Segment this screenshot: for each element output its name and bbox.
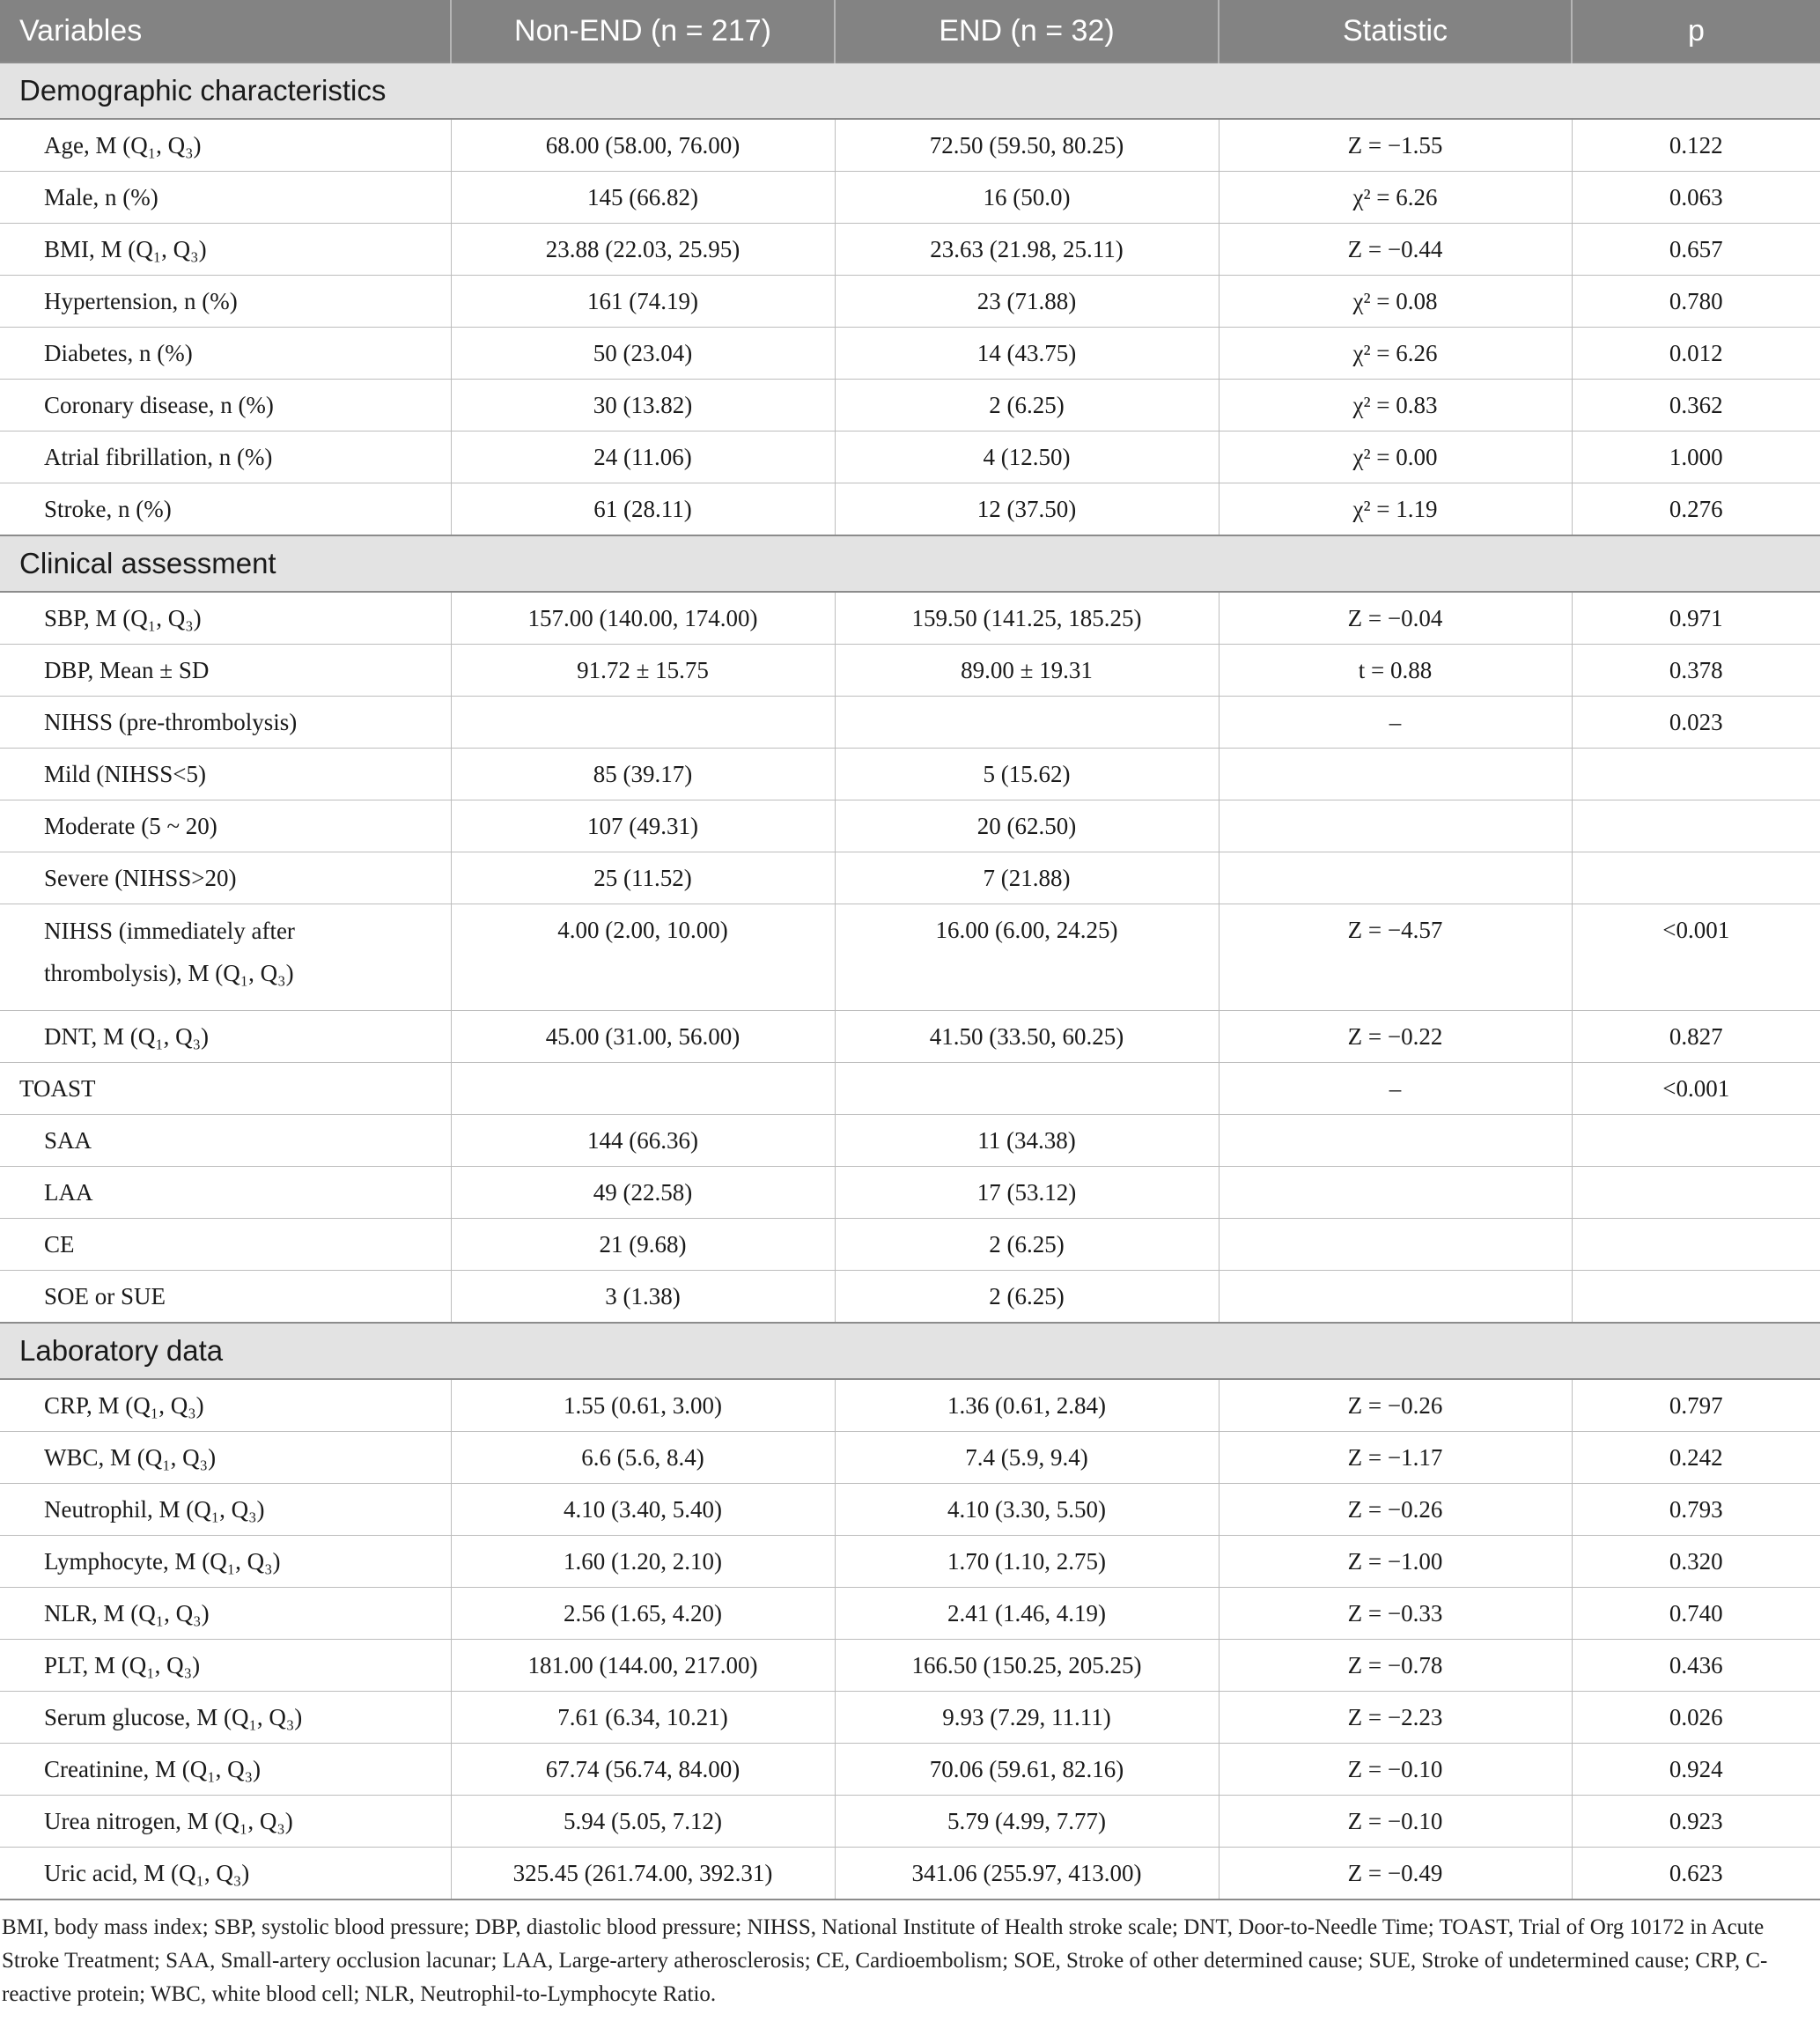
section-title: Clinical assessment <box>0 535 1820 592</box>
variable-label: TOAST <box>0 1063 451 1115</box>
p-value: 0.827 <box>1572 1011 1820 1063</box>
end-value: 1.70 (1.10, 2.75) <box>835 1536 1219 1588</box>
variable-label: Lymphocyte, M (Q₁, Q₃) <box>0 1536 451 1588</box>
non-end-value: 5.94 (5.05, 7.12) <box>451 1796 835 1848</box>
variable-label: DBP, Mean ± SD <box>0 645 451 697</box>
end-value <box>835 697 1219 749</box>
end-value: 7.4 (5.9, 9.4) <box>835 1432 1219 1484</box>
table-row <box>0 1432 1820 1484</box>
header-non-end: Non-END (n = 217) <box>451 0 835 63</box>
p-value: 0.923 <box>1572 1796 1820 1848</box>
variable-label: Coronary disease, n (%) <box>0 380 451 432</box>
statistic-value: Z = −2.23 <box>1219 1692 1572 1744</box>
non-end-value: 21 (9.68) <box>451 1219 835 1271</box>
non-end-value: 144 (66.36) <box>451 1115 835 1167</box>
variable-label: NIHSS (pre-thrombolysis) <box>0 697 451 749</box>
statistic-value <box>1219 1167 1572 1219</box>
statistic-value: Z = −1.00 <box>1219 1536 1572 1588</box>
end-value: 23.63 (21.98, 25.11) <box>835 224 1219 276</box>
p-value: <0.001 <box>1572 1063 1820 1115</box>
p-value: 1.000 <box>1572 432 1820 483</box>
non-end-value: 161 (74.19) <box>451 276 835 328</box>
variable-label: BMI, M (Q₁, Q₃) <box>0 224 451 276</box>
statistic-value: Z = −4.57 <box>1219 904 1572 1011</box>
statistic-value: χ² = 0.08 <box>1219 276 1572 328</box>
non-end-value: 1.55 (0.61, 3.00) <box>451 1379 835 1432</box>
non-end-value: 30 (13.82) <box>451 380 835 432</box>
end-value: 166.50 (150.25, 205.25) <box>835 1640 1219 1692</box>
p-value: 0.063 <box>1572 172 1820 224</box>
table-row <box>0 1011 1820 1063</box>
statistic-value: χ² = 0.00 <box>1219 432 1572 483</box>
non-end-value: 50 (23.04) <box>451 328 835 380</box>
end-value: 72.50 (59.50, 80.25) <box>835 119 1219 172</box>
non-end-value: 67.74 (56.74, 84.00) <box>451 1744 835 1796</box>
variable-label: DNT, M (Q₁, Q₃) <box>0 1011 451 1063</box>
statistic-value <box>1219 1219 1572 1271</box>
variable-label: LAA <box>0 1167 451 1219</box>
statistic-value: Z = −0.26 <box>1219 1484 1572 1536</box>
p-value: 0.026 <box>1572 1692 1820 1744</box>
statistic-value: Z = −0.33 <box>1219 1588 1572 1640</box>
statistic-value <box>1219 852 1572 904</box>
non-end-value: 107 (49.31) <box>451 800 835 852</box>
statistic-value: Z = −0.10 <box>1219 1796 1572 1848</box>
non-end-value: 23.88 (22.03, 25.95) <box>451 224 835 276</box>
table-row <box>0 1484 1820 1536</box>
non-end-value: 25 (11.52) <box>451 852 835 904</box>
non-end-value: 6.6 (5.6, 8.4) <box>451 1432 835 1484</box>
table-row <box>0 1219 1820 1271</box>
table-row <box>0 1063 1820 1115</box>
non-end-value: 145 (66.82) <box>451 172 835 224</box>
end-value: 14 (43.75) <box>835 328 1219 380</box>
variable-label: Diabetes, n (%) <box>0 328 451 380</box>
end-value: 23 (71.88) <box>835 276 1219 328</box>
table-row <box>0 1692 1820 1744</box>
p-value: 0.012 <box>1572 328 1820 380</box>
end-value: 2.41 (1.46, 4.19) <box>835 1588 1219 1640</box>
statistic-value: χ² = 1.19 <box>1219 483 1572 536</box>
p-value: 0.122 <box>1572 119 1820 172</box>
non-end-value: 7.61 (6.34, 10.21) <box>451 1692 835 1744</box>
statistic-value: Z = −1.17 <box>1219 1432 1572 1484</box>
p-value: 0.924 <box>1572 1744 1820 1796</box>
end-value: 4 (12.50) <box>835 432 1219 483</box>
statistic-value: Z = −0.04 <box>1219 592 1572 645</box>
statistic-value: t = 0.88 <box>1219 645 1572 697</box>
end-value: 17 (53.12) <box>835 1167 1219 1219</box>
table-row <box>0 800 1820 852</box>
table-row <box>0 1536 1820 1588</box>
end-value: 341.06 (255.97, 413.00) <box>835 1848 1219 1900</box>
table-row <box>0 224 1820 276</box>
variable-label: SAA <box>0 1115 451 1167</box>
variable-label: SBP, M (Q₁, Q₃) <box>0 592 451 645</box>
end-value: 159.50 (141.25, 185.25) <box>835 592 1219 645</box>
non-end-value: 157.00 (140.00, 174.00) <box>451 592 835 645</box>
table-row <box>0 1588 1820 1640</box>
table-row <box>0 380 1820 432</box>
variable-label <box>0 904 451 1011</box>
variable-label: Stroke, n (%) <box>0 483 451 536</box>
table-row <box>0 1796 1820 1848</box>
p-value: <0.001 <box>1572 904 1820 1011</box>
table-row <box>0 645 1820 697</box>
table-row <box>0 119 1820 172</box>
statistic-value: – <box>1219 1063 1572 1115</box>
end-value: 7 (21.88) <box>835 852 1219 904</box>
table-row <box>0 852 1820 904</box>
end-value <box>835 1063 1219 1115</box>
variable-label: Male, n (%) <box>0 172 451 224</box>
variable-label: SOE or SUE <box>0 1271 451 1324</box>
statistic-value: χ² = 6.26 <box>1219 328 1572 380</box>
non-end-value: 91.72 ± 15.75 <box>451 645 835 697</box>
end-value: 70.06 (59.61, 82.16) <box>835 1744 1219 1796</box>
header-end: END (n = 32) <box>835 0 1219 63</box>
table-row <box>0 432 1820 483</box>
end-value: 41.50 (33.50, 60.25) <box>835 1011 1219 1063</box>
non-end-value: 181.00 (144.00, 217.00) <box>451 1640 835 1692</box>
variable-label: Moderate (5 ~ 20) <box>0 800 451 852</box>
end-value: 16 (50.0) <box>835 172 1219 224</box>
variable-label: NLR, M (Q₁, Q₃) <box>0 1588 451 1640</box>
p-value: 0.436 <box>1572 1640 1820 1692</box>
variable-label: Serum glucose, M (Q₁, Q₃) <box>0 1692 451 1744</box>
non-end-value <box>451 1063 835 1115</box>
end-value: 2 (6.25) <box>835 1271 1219 1324</box>
section-row <box>0 1323 1820 1379</box>
statistic-value <box>1219 749 1572 800</box>
end-value: 89.00 ± 19.31 <box>835 645 1219 697</box>
variable-label: Urea nitrogen, M (Q₁, Q₃) <box>0 1796 451 1848</box>
end-value: 12 (37.50) <box>835 483 1219 536</box>
statistic-value: Z = −0.44 <box>1219 224 1572 276</box>
p-value: 0.623 <box>1572 1848 1820 1900</box>
variable-label: CE <box>0 1219 451 1271</box>
statistic-value <box>1219 1271 1572 1324</box>
p-value <box>1572 749 1820 800</box>
non-end-value: 61 (28.11) <box>451 483 835 536</box>
end-value: 2 (6.25) <box>835 1219 1219 1271</box>
end-value: 16.00 (6.00, 24.25) <box>835 904 1219 1011</box>
end-value: 20 (62.50) <box>835 800 1219 852</box>
variable-label: Atrial fibrillation, n (%) <box>0 432 451 483</box>
p-value: 0.657 <box>1572 224 1820 276</box>
non-end-value: 24 (11.06) <box>451 432 835 483</box>
statistic-value <box>1219 1115 1572 1167</box>
table-row <box>0 276 1820 328</box>
p-value <box>1572 852 1820 904</box>
p-value: 0.320 <box>1572 1536 1820 1588</box>
variable-label: Mild (NIHSS<5) <box>0 749 451 800</box>
variable-label: Severe (NIHSS>20) <box>0 852 451 904</box>
non-end-value: 2.56 (1.65, 4.20) <box>451 1588 835 1640</box>
non-end-value: 4.00 (2.00, 10.00) <box>451 904 835 1011</box>
end-value: 9.93 (7.29, 11.11) <box>835 1692 1219 1744</box>
p-value: 0.740 <box>1572 1588 1820 1640</box>
variable-label: Uric acid, M (Q₁, Q₃) <box>0 1848 451 1900</box>
variable-label-line: thrombolysis), M (Q₁, Q₃) <box>44 960 294 986</box>
p-value <box>1572 1115 1820 1167</box>
header-p: p <box>1572 0 1820 63</box>
statistic-value: Z = −0.22 <box>1219 1011 1572 1063</box>
section-row <box>0 535 1820 592</box>
table-row <box>0 1848 1820 1900</box>
statistic-value: Z = −0.26 <box>1219 1379 1572 1432</box>
non-end-value: 68.00 (58.00, 76.00) <box>451 119 835 172</box>
statistic-value: Z = −0.78 <box>1219 1640 1572 1692</box>
p-value <box>1572 1219 1820 1271</box>
variable-label: Hypertension, n (%) <box>0 276 451 328</box>
section-title: Demographic characteristics <box>0 63 1820 119</box>
non-end-value: 4.10 (3.40, 5.40) <box>451 1484 835 1536</box>
statistic-value: χ² = 6.26 <box>1219 172 1572 224</box>
header-row <box>0 0 1820 63</box>
p-value <box>1572 1167 1820 1219</box>
non-end-value: 85 (39.17) <box>451 749 835 800</box>
non-end-value: 1.60 (1.20, 2.10) <box>451 1536 835 1588</box>
p-value: 0.242 <box>1572 1432 1820 1484</box>
table-footnote: BMI, body mass index; SBP, systolic blood pressure; DBP, diastolic blood pressure; NIHSS, National Institute of Health stroke scale; DNT, Door-to-Needle Time; TOAST, Trial of Org 10172 in Acute Stroke Treatment; SAA, Small-artery occlusion lacunar; LAA, Large-artery atherosclerosis; CE, Cardioembolism; SOE, Stroke of other determined cause; SUE, Stroke of undetermined cause; CRP, C-reactive protein; WBC, white blood cell; NLR, Neutrophil-to-Lymphocyte Ratio. <box>2 1915 1768 2006</box>
non-end-value: 325.45 (261.74.00, 392.31) <box>451 1848 835 1900</box>
table-row <box>0 1271 1820 1324</box>
table-row <box>0 592 1820 645</box>
variable-label: Neutrophil, M (Q₁, Q₃) <box>0 1484 451 1536</box>
end-value: 11 (34.38) <box>835 1115 1219 1167</box>
end-value: 1.36 (0.61, 2.84) <box>835 1379 1219 1432</box>
table-row <box>0 1640 1820 1692</box>
p-value <box>1572 1271 1820 1324</box>
end-value: 4.10 (3.30, 5.50) <box>835 1484 1219 1536</box>
section-row <box>0 63 1820 119</box>
header-statistic: Statistic <box>1219 0 1572 63</box>
statistic-value: χ² = 0.83 <box>1219 380 1572 432</box>
p-value: 0.780 <box>1572 276 1820 328</box>
end-value: 5 (15.62) <box>835 749 1219 800</box>
header-variables: Variables <box>0 0 451 63</box>
p-value: 0.362 <box>1572 380 1820 432</box>
table-row <box>0 328 1820 380</box>
section-title: Laboratory data <box>0 1323 1820 1379</box>
statistic-value: Z = −0.49 <box>1219 1848 1572 1900</box>
variable-label: Age, M (Q₁, Q₃) <box>0 119 451 172</box>
variable-label: PLT, M (Q₁, Q₃) <box>0 1640 451 1692</box>
non-end-value: 45.00 (31.00, 56.00) <box>451 1011 835 1063</box>
end-value: 5.79 (4.99, 7.77) <box>835 1796 1219 1848</box>
statistic-value <box>1219 800 1572 852</box>
table-row <box>0 1379 1820 1432</box>
statistic-value: – <box>1219 697 1572 749</box>
non-end-value: 49 (22.58) <box>451 1167 835 1219</box>
p-value <box>1572 800 1820 852</box>
non-end-value <box>451 697 835 749</box>
p-value: 0.793 <box>1572 1484 1820 1536</box>
variable-label: CRP, M (Q₁, Q₃) <box>0 1379 451 1432</box>
end-value: 2 (6.25) <box>835 380 1219 432</box>
table-body <box>0 63 1820 1900</box>
variable-label: WBC, M (Q₁, Q₃) <box>0 1432 451 1484</box>
p-value: 0.797 <box>1572 1379 1820 1432</box>
table-row <box>0 1167 1820 1219</box>
non-end-value: 3 (1.38) <box>451 1271 835 1324</box>
p-value: 0.023 <box>1572 697 1820 749</box>
variable-label-line: NIHSS (immediately after <box>44 918 295 944</box>
p-value: 0.276 <box>1572 483 1820 536</box>
p-value: 0.971 <box>1572 592 1820 645</box>
table-row <box>0 749 1820 800</box>
statistic-value: Z = −0.10 <box>1219 1744 1572 1796</box>
table-row <box>0 172 1820 224</box>
table-row <box>0 483 1820 536</box>
table-row <box>0 697 1820 749</box>
statistic-value: Z = −1.55 <box>1219 119 1572 172</box>
table-row <box>0 1115 1820 1167</box>
table-row <box>0 904 1820 1011</box>
variable-label: Creatinine, M (Q₁, Q₃) <box>0 1744 451 1796</box>
table-row <box>0 1744 1820 1796</box>
p-value: 0.378 <box>1572 645 1820 697</box>
